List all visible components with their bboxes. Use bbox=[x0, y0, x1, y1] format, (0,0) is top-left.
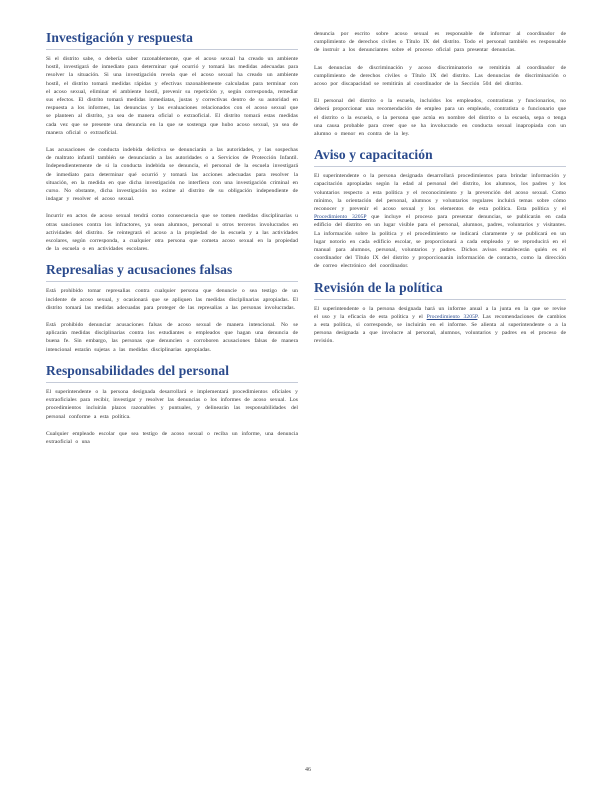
left-column bbox=[46, 30, 298, 455]
paragraph: El personal del distrito o la escuela, incluidos los empleados, contratistas y funcionarios, no deberá proporcionar una recomendación de empleo para un empleado, contratista o funcionario que el distrito o la escuela, o la persona que actúa en nombre del distrito o la escuela, sepa o tenga una causa probable para creer que se ha involucrado en conducta sexual inapropiada con un alumno o menor en contra de la ley. bbox=[314, 98, 566, 138]
section-investigacion bbox=[46, 30, 298, 253]
section-represalias bbox=[46, 262, 298, 353]
paragraph: denuncia por escrito sobre acoso sexual es responsable de informar al coordinador de cumplimiento de derechos civiles o Título IX del distrito. Todo el personal también es responsable de instruir a los denunciantes sobre el proceso oficial para presentar denuncias. bbox=[314, 31, 566, 54]
paragraph: El superintendente o la persona designada hará un informe anual a la junta en la que se revise el uso y la eficacia de esta política y el Procedimiento 3205P. Las recomendaciones de cambios a esta política, si corresponde, se incluirán en el informe. Se alienta al superintendente o a la persona designada a que involucre al personal, alumnos, voluntarios y padres en el proceso de revisión. bbox=[314, 305, 567, 345]
paragraph: Está prohibido tomar represalias contra cualquier persona que denuncie o sea testigo de un incidente de acoso sexual, y ocasionará que se apliquen las medidas disciplinarias apropiadas. El distrito tomará las medidas adecuadas para proteger de las represalias a las personas involucradas. bbox=[46, 288, 298, 311]
heading-responsabilidades: Responsabilidades del personal bbox=[46, 363, 298, 383]
paragraph: Está prohibido denunciar acusaciones falsas de acoso sexual de manera intencional. No se aplicarán medidas disciplinarias contra los estudiantes o empleados que hagan una denuncia de buena fe. Sin embargo, las personas que denuncien o corroboren acusaciones falsas de manera intencional estarán sujetas a las medidas disciplinarias apropiadas. bbox=[46, 322, 298, 353]
paragraph: Incurrir en actos de acoso sexual tendrá como consecuencia que se tomen medidas disciplinarias u otras sanciones contra los infractores, ya sean alumnos, personal u otros terceros involucrados en actividades del distrito. Se reintegrará el acoso a la propiedad de la escuela y a las actividades escolares, según corresponda, a cualquier otra persona que cometa acoso sexual en la propiedad de la escuela o en actividades escolares. bbox=[46, 213, 298, 253]
heading-revision: Revisión de la política bbox=[314, 280, 566, 300]
paragraph: El superintendente o la persona designada desarrollará procedimientos para brindar información y capacitación apropiadas según la edad al personal del distrito, los alumnos, los padres y los voluntarios respecto a esta política y el reconocimiento y la prevención del acoso sexual. Como mínimo, la orientación del personal, alumnos y voluntarios regulares incluirá temas sobre cómo reconocer y prevenir el acoso sexual y los elementos de esta política. Esta política y el Procedimiento 3205P que incluye el proceso para presentar denuncias, se publicarán en cada edificio del distrito en un lugar visible para el personal, alumnos, padres, voluntarios y visitantes. La información sobre la política y el procedimiento se indicará claramente y se publicará en un lugar notorio en cada edificio escolar, se proporcionará a cada empleado y se reproducirá en el manual para alumnos, personal, voluntarios y padres. Dichos avisos establecerán quién es el coordinador del Título IX del distrito y proporcionarán información de contacto, como la dirección de correo electrónico del coordinador. bbox=[314, 173, 567, 270]
paragraph: Las denuncias de discriminación y acoso discriminatorio se remitirán al coordinador de cumplimiento de derechos civiles o Título IX del distrito. Las denuncias de discriminación o acoso por discapacidad se remitirán al coordinador de la Sección 504 del distrito. bbox=[314, 64, 566, 88]
heading-investigacion: Investigación y respuesta bbox=[46, 30, 298, 50]
section-responsabilidades bbox=[46, 363, 298, 446]
page-number: 46 bbox=[305, 767, 311, 773]
paragraph: Las acusaciones de conducta indebida delictiva se denunciarán a las autoridades, y las sospechas de maltrato infantil también se denunciarán a las autoridades o a Servicios de Protección Infantil. Independientemente de si la conducta indebida se denuncia, el personal de la escuela investigará de inmediato para determinar qué ocurrió y tomará las acciones adecuadas para resolver la situación, en la medida en que dicha investigación no interfiera con una investigación criminal en curso. No obstante, dicha investigación no exime al distrito de su obligación independiente de indagar y resolver el acoso sexual. bbox=[46, 147, 298, 203]
procedure-link[interactable]: Procedimiento 3205P bbox=[314, 214, 367, 221]
right-column bbox=[314, 30, 566, 355]
paragraph: Si el distrito sabe, o debería saber razonablemente, que el acoso sexual ha creado un ambiente hostil, investigará de inmediato para determinar qué ocurrió y tomará las medidas adecuadas para resolver la situación. Si una investigación revela que el acoso sexual ha creado un ambiente hostil, el distrito tomará medidas rápidas y efectivas razonablemente calculadas para terminar con el acoso sexual, eliminar el ambiente hostil, prevenir su repetición y, según corresponda, remediar sus efectos. El distrito tomará medidas inmediatas, justas y correctivas dentro de su autoridad en respuesta a los informes, las denuncias y las evaluaciones relacionados con el acoso sexual que se planteen al distrito, ya sea de manera oficial o extraoficial. El distrito tomará estas medidas cada vez que se presente una denuncia en la que se sostenga que hubo acoso sexual, ya sea de manera oficial o extraoficial. bbox=[46, 56, 298, 136]
paragraph: El superintendente o la persona designada desarrollará e implementará procedimientos oficiales y extraoficiales para recibir, investigar y resolver las denuncias o los informes de acoso sexual. Los procedimientos incluirán plazos razonables y puntuales, y delinearán las responsabilidades del personal conforme a esta política. bbox=[46, 388, 298, 420]
procedure-link[interactable]: Procedimiento 3205P bbox=[426, 313, 478, 320]
section-revision bbox=[314, 280, 566, 346]
heading-represalias: Represalias y acusaciones falsas bbox=[46, 262, 298, 282]
heading-aviso: Aviso y capacitación bbox=[314, 147, 566, 167]
section-aviso bbox=[314, 147, 566, 270]
paragraph: Cualquier empleado escolar que sea testigo de acoso sexual o reciba un informe, una denuncia extraoficial o una bbox=[46, 430, 298, 445]
section-continuation bbox=[314, 30, 566, 138]
